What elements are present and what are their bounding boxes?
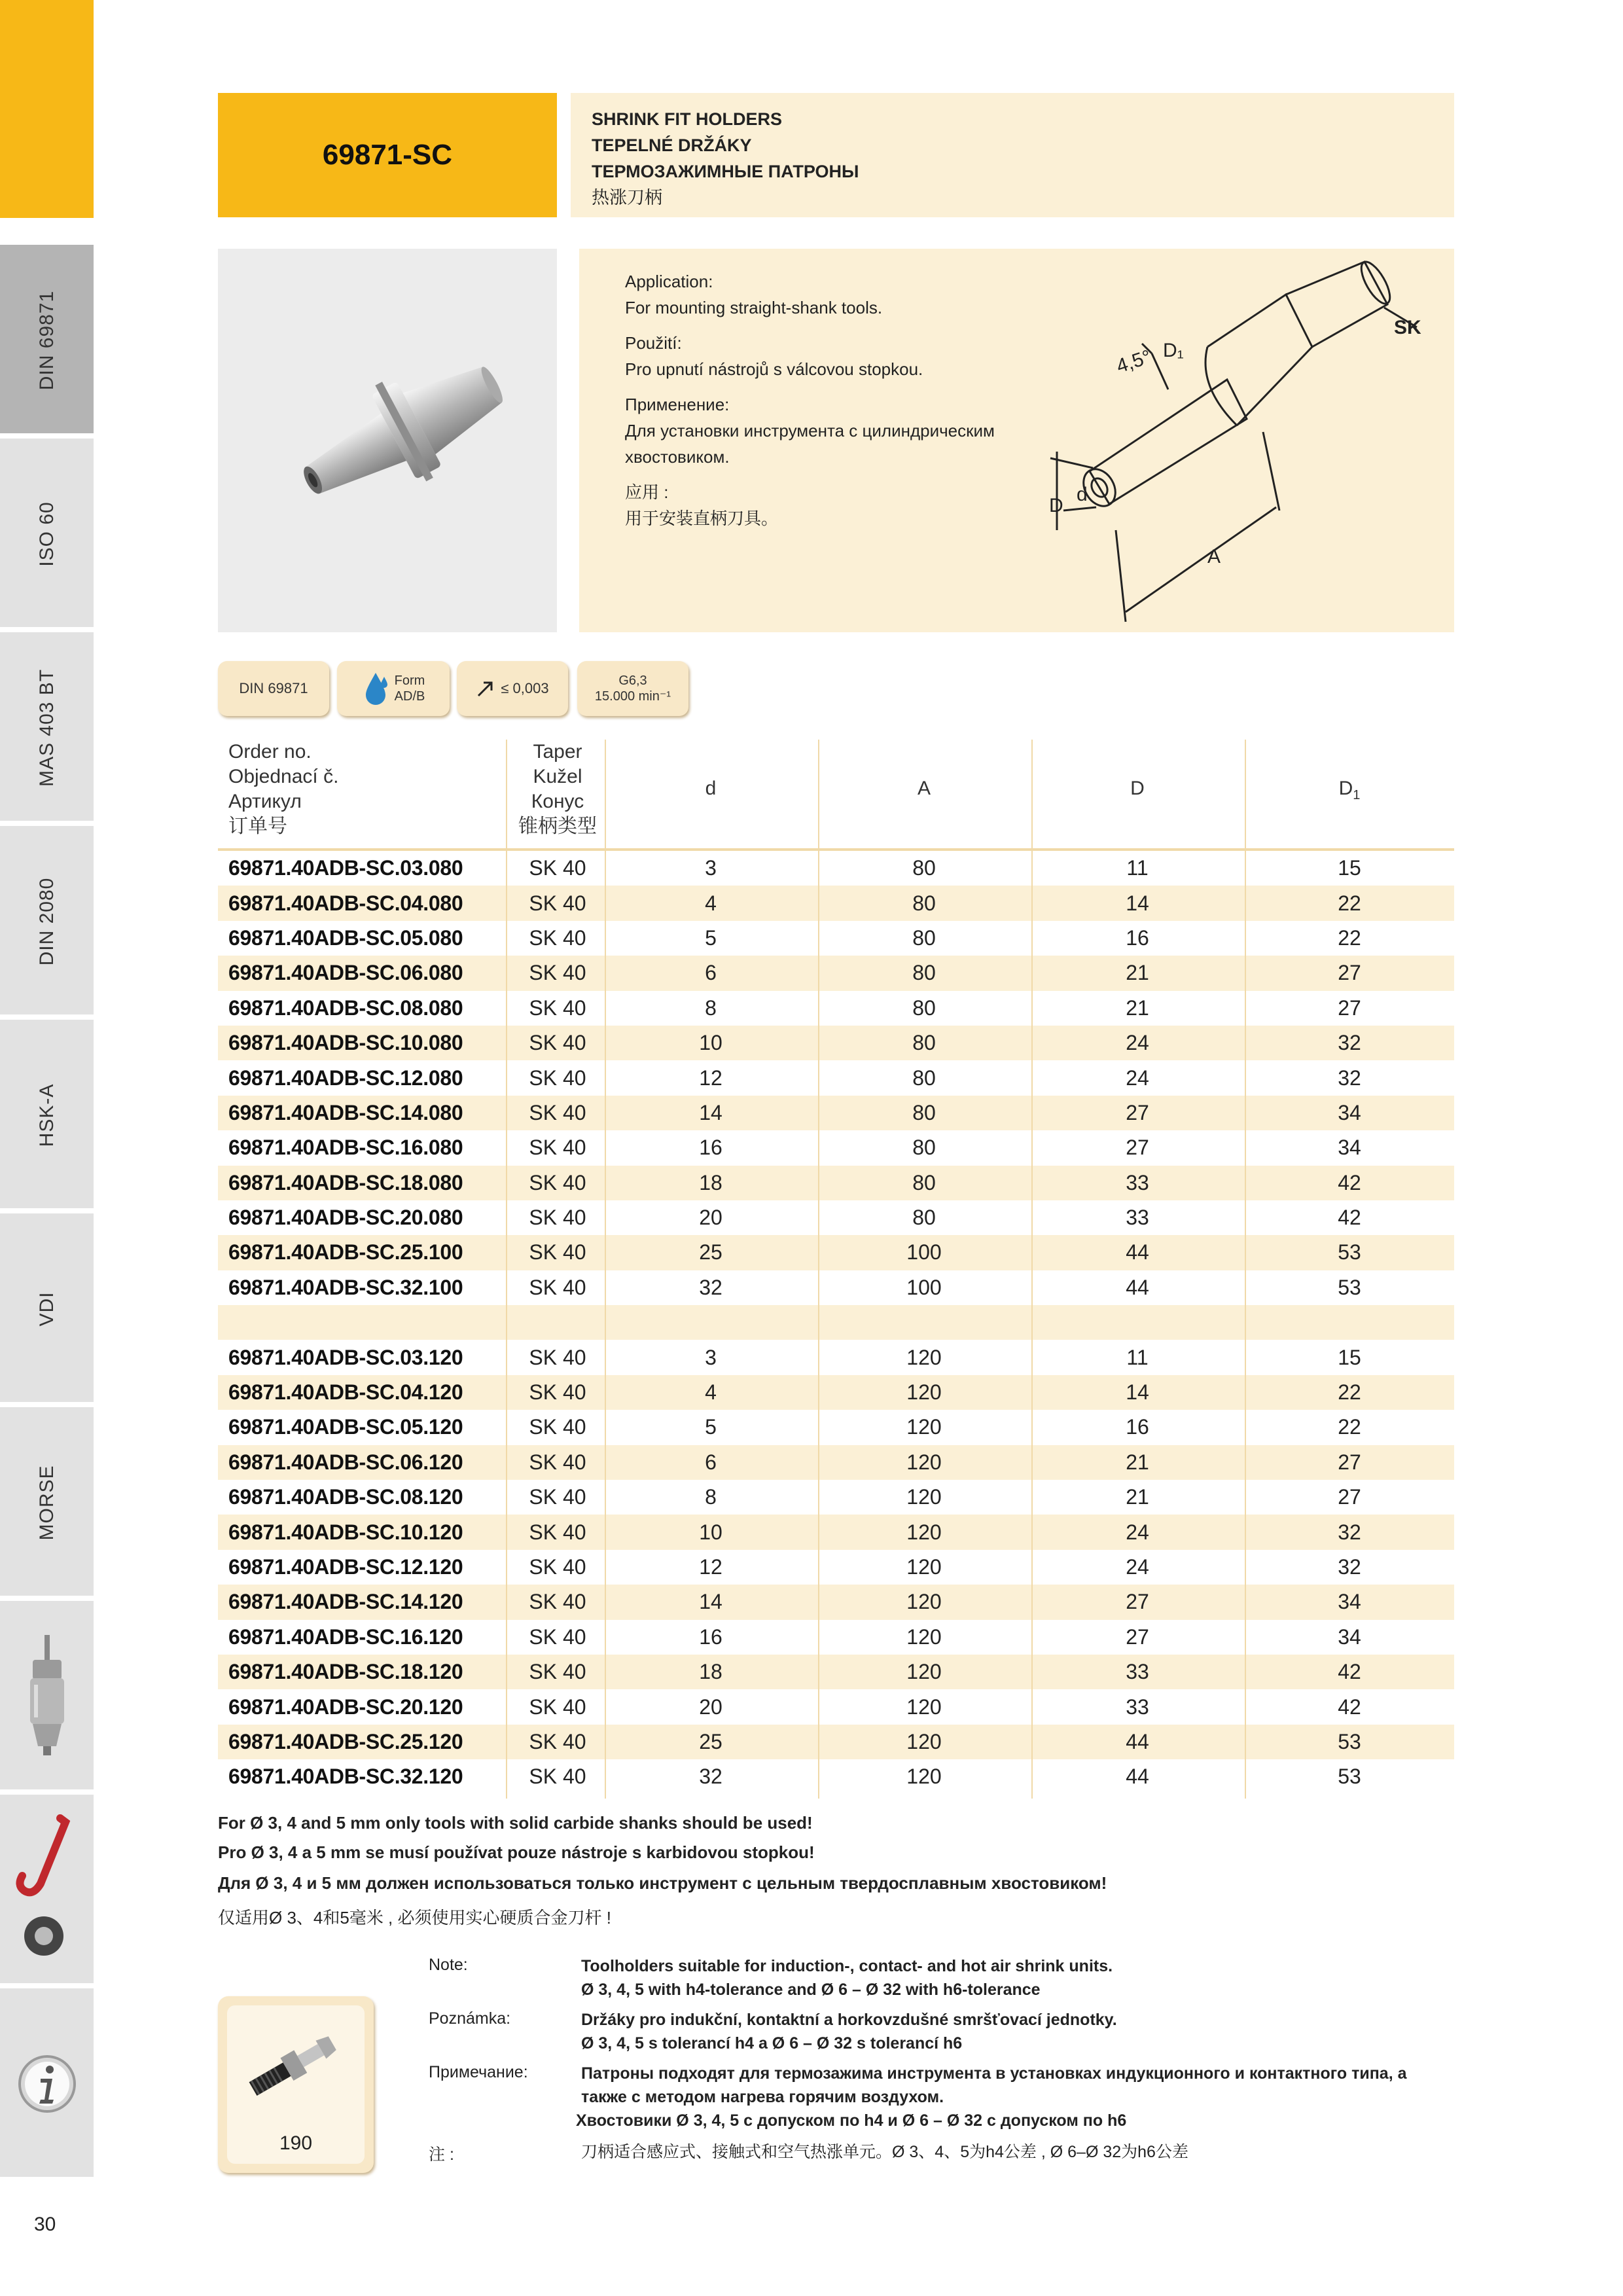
side-tab-label: DIN 69871 [36, 290, 58, 391]
taper-cell: SK 40 [529, 996, 586, 1020]
table-row [218, 1620, 1454, 1655]
product-titles [571, 93, 1454, 217]
taper-cell: SK 40 [529, 1695, 586, 1719]
taper-cell: SK 40 [529, 1240, 586, 1265]
order-no-cell: 69871.40ADB-SC.18.120 [228, 1660, 463, 1684]
order-no-cell: 69871.40ADB-SC.05.080 [228, 925, 463, 950]
D-cell: 24 [1126, 1066, 1149, 1090]
d-cell: 14 [699, 1100, 722, 1124]
note-label-en: Note: [429, 1956, 468, 1974]
taper-cell: SK 40 [529, 1520, 586, 1544]
A-cell: 120 [906, 1415, 942, 1439]
taper-cell: SK 40 [529, 1485, 586, 1509]
table-row [218, 886, 1454, 920]
D-cell: 21 [1126, 961, 1149, 985]
technical-drawing [1011, 255, 1443, 628]
D-cell: 44 [1126, 1240, 1149, 1265]
order-no-cell: 69871.40ADB-SC.20.120 [228, 1695, 463, 1719]
taper-cell: SK 40 [529, 1170, 586, 1194]
table-row [218, 1200, 1454, 1235]
order-no-cell: 69871.40ADB-SC.18.080 [228, 1170, 463, 1194]
warning-cz: Pro Ø 3, 4 a 5 mm se musí používat pouze nástroje s karbidovou stopkou! [218, 1842, 815, 1862]
warning-ru: Для Ø 3, 4 и 5 мм должен использоваться только инструмент с цельным твердосплавным хвостовиком! [218, 1873, 1107, 1893]
column-divider [1031, 740, 1033, 1799]
application-text-cz: Pro upnutí nástrojů s válcovou stopkou. [625, 359, 923, 379]
note-cn-line1: 刀柄适合感应式、接触式和空气热涨单元。Ø 3、4、5为h4公差 , Ø 6–Ø 32为h6公差 [581, 2143, 1188, 2161]
header-taper-cz: Kužel [533, 766, 582, 787]
header-D1 [1245, 776, 1454, 808]
runout-badge-text: ≤ 0,003 [501, 680, 549, 696]
header-D1-sub: 1 [1353, 788, 1361, 802]
A-cell: 80 [912, 925, 936, 950]
D1-cell: 42 [1338, 1206, 1361, 1230]
taper-cell: SK 40 [529, 1100, 586, 1124]
application-heading-cz: Použití: [625, 333, 682, 353]
A-cell: 120 [906, 1660, 942, 1684]
table-row [218, 1235, 1454, 1270]
warning-en: For Ø 3, 4 and 5 mm only tools with solid carbide shanks should be used! [218, 1813, 813, 1833]
D1-cell: 32 [1338, 1031, 1361, 1055]
note-label-cn: 注 : [429, 2145, 454, 2164]
D1-cell: 27 [1338, 961, 1361, 985]
product-code: 69871-SC [322, 139, 453, 171]
table-row [218, 956, 1454, 990]
side-navigation [0, 0, 94, 2173]
side-tab-iso-60[interactable] [0, 439, 94, 630]
side-tab-drill-chucks[interactable] [0, 1601, 94, 1792]
runout-arrow-icon [476, 679, 495, 698]
header-order-cn: 订单号 [228, 816, 287, 837]
D1-cell: 34 [1338, 1624, 1361, 1649]
drawing-label-D: D [1049, 495, 1063, 516]
taper-cell: SK 40 [529, 925, 586, 950]
taper-cell: SK 40 [529, 1345, 586, 1369]
D1-cell: 34 [1338, 1136, 1361, 1160]
side-tab-hsk-a[interactable] [0, 1020, 94, 1211]
taper-cell: SK 40 [529, 1136, 586, 1160]
application-heading-ru: Применение: [625, 395, 730, 414]
order-no-cell: 69871.40ADB-SC.12.080 [228, 1066, 463, 1090]
table-row [218, 1480, 1454, 1515]
A-cell: 100 [906, 1275, 942, 1299]
table-row [218, 851, 1454, 886]
d-cell: 8 [705, 996, 717, 1020]
application-text-en: For mounting straight-shank tools. [625, 298, 883, 317]
A-cell: 120 [906, 1520, 942, 1544]
A-cell: 80 [912, 856, 936, 880]
drawing-label-d1: D₁ [1163, 340, 1184, 361]
A-cell: 120 [906, 1555, 942, 1579]
shrink-fit-holder-image [218, 249, 557, 632]
D1-cell: 32 [1338, 1066, 1361, 1090]
d-cell: 3 [705, 856, 717, 880]
d-cell: 16 [699, 1136, 722, 1160]
D-cell: 33 [1126, 1695, 1149, 1719]
header-D: D [1130, 778, 1145, 799]
header-order-cz: Objednací č. [228, 766, 339, 787]
taper-cell: SK 40 [529, 1031, 586, 1055]
side-tab-morse[interactable] [0, 1407, 94, 1598]
order-no-cell: 69871.40ADB-SC.08.120 [228, 1485, 463, 1509]
A-cell: 80 [912, 1031, 936, 1055]
order-no-cell: 69871.40ADB-SC.08.080 [228, 996, 463, 1020]
header-order [228, 740, 338, 839]
d-cell: 3 [705, 1345, 717, 1369]
note-text-cz [581, 2008, 1432, 2055]
table-row [218, 1270, 1454, 1305]
D-cell: 27 [1126, 1100, 1149, 1124]
note-en-line1: Toolholders suitable for induction-, contact- and hot air shrink units. [581, 1957, 1113, 1975]
A-cell: 120 [906, 1590, 942, 1614]
application-heading-en: Application: [625, 272, 713, 291]
order-no-cell: 69871.40ADB-SC.14.080 [228, 1100, 463, 1124]
D-cell: 14 [1126, 1380, 1149, 1405]
d-cell: 4 [705, 891, 717, 915]
A-cell: 120 [906, 1765, 942, 1789]
D-cell: 11 [1126, 856, 1149, 880]
taper-cell: SK 40 [529, 856, 586, 880]
note-text-cn [581, 2140, 1432, 2164]
side-color-block [0, 0, 94, 218]
D1-cell: 32 [1338, 1520, 1361, 1544]
d-cell: 14 [699, 1590, 722, 1614]
D-cell: 33 [1126, 1170, 1149, 1194]
order-no-cell: 69871.40ADB-SC.12.120 [228, 1555, 463, 1579]
header-taper-cn: 锥柄类型 [518, 816, 597, 837]
A-cell: 80 [912, 1136, 936, 1160]
order-no-cell: 69871.40ADB-SC.32.120 [228, 1765, 463, 1789]
D1-cell: 53 [1338, 1240, 1361, 1265]
header-order-en: Order no. [228, 741, 312, 762]
hook-wrench-icon [14, 1812, 80, 1969]
d-cell: 18 [699, 1660, 722, 1684]
table-row [218, 1759, 1454, 1794]
D-cell: 33 [1126, 1660, 1149, 1684]
d-cell: 20 [699, 1206, 722, 1230]
note-label-ru: Примечание: [429, 2063, 528, 2081]
D1-cell: 53 [1338, 1765, 1361, 1789]
side-tab-label: MAS 403 BT [36, 668, 58, 787]
D1-cell: 53 [1338, 1275, 1361, 1299]
table-row [218, 991, 1454, 1026]
d-cell: 20 [699, 1695, 722, 1719]
D1-cell: 27 [1338, 996, 1361, 1020]
order-no-cell: 69871.40ADB-SC.05.120 [228, 1415, 463, 1439]
D-cell: 21 [1126, 1450, 1149, 1474]
A-cell: 80 [912, 961, 936, 985]
header-taper-ru: Конус [531, 791, 584, 812]
side-tab-wrenches[interactable] [0, 1795, 94, 1986]
D-cell: 21 [1126, 1485, 1149, 1509]
form-badge [337, 661, 450, 716]
note-label-cz: Poznámka: [429, 2009, 511, 2028]
table-row [218, 1410, 1454, 1444]
pull-stud-reference[interactable] [218, 1996, 374, 2173]
form-badge-line1: Form [394, 673, 425, 688]
D1-cell: 22 [1338, 891, 1361, 915]
table-row [218, 1026, 1454, 1060]
drawing-label-angle: 4,5° [1113, 346, 1154, 378]
title-cn: 热涨刀柄 [592, 188, 662, 207]
info-icon [14, 2051, 80, 2117]
D-cell: 24 [1126, 1555, 1149, 1579]
D1-cell: 15 [1338, 856, 1361, 880]
D1-cell: 22 [1338, 1415, 1361, 1439]
note-cz-line1: Držáky pro indukční, kontaktní a horkovzdušné smršťovací jednotky. [581, 2011, 1117, 2029]
order-no-cell: 69871.40ADB-SC.03.080 [228, 856, 463, 880]
balance-badge-line1: G6,3 [618, 673, 647, 688]
table-row [218, 1585, 1454, 1619]
taper-cell: SK 40 [529, 1450, 586, 1474]
column-divider [605, 740, 606, 1799]
application-text-cn: 用于安装直柄刀具。 [625, 509, 779, 528]
table-row [218, 1060, 1454, 1095]
side-tab-label: VDI [36, 1291, 58, 1327]
pull-stud-icon [240, 2016, 351, 2114]
side-tab-din-69871[interactable] [0, 245, 94, 436]
D1-cell: 15 [1338, 1345, 1361, 1369]
D-cell: 33 [1126, 1206, 1149, 1230]
balance-badge [577, 661, 688, 716]
taper-cell: SK 40 [529, 1380, 586, 1405]
order-no-cell: 69871.40ADB-SC.25.100 [228, 1240, 463, 1265]
side-tab-label: MORSE [36, 1465, 58, 1541]
d-cell: 16 [699, 1624, 722, 1649]
D1-cell: 32 [1338, 1555, 1361, 1579]
table-row [218, 1445, 1454, 1480]
D-cell: 11 [1126, 1345, 1149, 1369]
note-cz-line2: Ø 3, 4, 5 s tolerancí h4 a Ø 6 – Ø 32 s tolerancí h6 [581, 2034, 963, 2053]
table-row [218, 1340, 1454, 1374]
A-cell: 100 [906, 1240, 942, 1265]
side-tab-din-2080[interactable] [0, 826, 94, 1017]
D-cell: 44 [1126, 1729, 1149, 1753]
d-cell: 25 [699, 1240, 722, 1265]
table-row [218, 1166, 1454, 1200]
standard-badge-text: DIN 69871 [239, 680, 308, 696]
table-header [218, 740, 1454, 851]
drawing-label-A: A [1207, 546, 1221, 567]
header-taper [508, 740, 607, 839]
table-row [218, 1305, 1454, 1340]
taper-cell: SK 40 [529, 891, 586, 915]
taper-cell: SK 40 [529, 1765, 586, 1789]
order-no-cell: 69871.40ADB-SC.16.080 [228, 1136, 463, 1160]
D-cell: 24 [1126, 1520, 1149, 1544]
A-cell: 120 [906, 1695, 942, 1719]
title-en: SHRINK FIT HOLDERS [592, 109, 783, 129]
D-cell: 21 [1126, 996, 1149, 1020]
order-no-cell: 69871.40ADB-SC.16.120 [228, 1624, 463, 1649]
side-tab-label: DIN 2080 [36, 877, 58, 966]
order-no-cell: 69871.40ADB-SC.06.080 [228, 961, 463, 985]
order-no-cell: 69871.40ADB-SC.14.120 [228, 1590, 463, 1614]
A-cell: 120 [906, 1624, 942, 1649]
pull-stud-number: 190 [279, 2132, 313, 2154]
warning-cn: 仅适用Ø 3、4和5毫米 , 必须使用实心硬质合金刀杆 ! [218, 1908, 611, 1928]
table-row [218, 1725, 1454, 1759]
A-cell: 120 [906, 1345, 942, 1369]
table-body [218, 851, 1454, 1795]
table-row [218, 1689, 1454, 1724]
D1-cell: 22 [1338, 1380, 1361, 1405]
column-divider [818, 740, 819, 1799]
taper-cell: SK 40 [529, 1624, 586, 1649]
order-no-cell: 69871.40ADB-SC.32.100 [228, 1275, 463, 1299]
taper-cell: SK 40 [529, 1590, 586, 1614]
D1-cell: 42 [1338, 1170, 1361, 1194]
side-tab-label: ISO 60 [36, 501, 58, 567]
product-photo [218, 249, 557, 632]
note-en-line2: Ø 3, 4, 5 with h4-tolerance and Ø 6 – Ø 32 with h6-tolerance [581, 1981, 1041, 1999]
A-cell: 120 [906, 1450, 942, 1474]
A-cell: 80 [912, 1170, 936, 1194]
drawing-label-d: d [1077, 484, 1088, 505]
d-cell: 10 [699, 1031, 722, 1055]
application-text [625, 268, 1018, 531]
D-cell: 44 [1126, 1765, 1149, 1789]
table-row [218, 1130, 1454, 1165]
A-cell: 80 [912, 1206, 936, 1230]
taper-cell: SK 40 [529, 1660, 586, 1684]
table-row [218, 1550, 1454, 1585]
d-cell: 25 [699, 1729, 722, 1753]
D-cell: 16 [1126, 925, 1149, 950]
D1-cell: 42 [1338, 1660, 1361, 1684]
header-order-ru: Артикул [228, 791, 302, 812]
D1-cell: 53 [1338, 1729, 1361, 1753]
order-no-cell: 69871.40ADB-SC.03.120 [228, 1345, 463, 1369]
taper-cell: SK 40 [529, 961, 586, 985]
D-cell: 27 [1126, 1590, 1149, 1614]
standard-badge [218, 661, 329, 716]
page-number: 30 [34, 2214, 56, 2235]
column-divider [1245, 740, 1246, 1799]
coolant-drop-icon [362, 670, 389, 707]
product-table [218, 740, 1454, 1795]
application-text-ru: Для установки инструмента с цилиндрическим хвостовиком. [625, 421, 995, 467]
column-divider [506, 740, 507, 1799]
D1-cell: 27 [1338, 1485, 1361, 1509]
d-cell: 12 [699, 1555, 722, 1579]
side-tab-info[interactable] [0, 1988, 94, 2179]
d-cell: 6 [705, 1450, 717, 1474]
taper-cell: SK 40 [529, 1555, 586, 1579]
note-ru-line1: Патроны подходят для термозажима инструмента в установках индукционного и контактного типа, а [581, 2064, 1407, 2083]
header-D1-main: D [1338, 778, 1353, 799]
d-cell: 32 [699, 1765, 722, 1789]
d-cell: 12 [699, 1066, 722, 1090]
A-cell: 120 [906, 1380, 942, 1405]
A-cell: 120 [906, 1485, 942, 1509]
A-cell: 80 [912, 1066, 936, 1090]
D-cell: 14 [1126, 891, 1149, 915]
order-no-cell: 69871.40ADB-SC.25.120 [228, 1729, 463, 1753]
table-row [218, 1096, 1454, 1130]
taper-cell: SK 40 [529, 1415, 586, 1439]
taper-cell: SK 40 [529, 1729, 586, 1753]
D-cell: 16 [1126, 1415, 1149, 1439]
taper-cell: SK 40 [529, 1066, 586, 1090]
table-row [218, 921, 1454, 956]
taper-cell: SK 40 [529, 1206, 586, 1230]
side-tab-mas-403-bt[interactable] [0, 632, 94, 823]
drill-chuck-icon [21, 1631, 73, 1762]
order-no-cell: 69871.40ADB-SC.04.120 [228, 1380, 463, 1405]
runout-badge [457, 661, 568, 716]
header-d: d [705, 778, 717, 799]
product-code-box [218, 93, 557, 217]
D1-cell: 34 [1338, 1100, 1361, 1124]
A-cell: 80 [912, 891, 936, 915]
header-taper-en: Taper [533, 741, 582, 762]
taper-cell: SK 40 [529, 1275, 586, 1299]
d-cell: 32 [699, 1275, 722, 1299]
D-cell: 24 [1126, 1031, 1149, 1055]
table-row [218, 1655, 1454, 1689]
title-ru: ТЕРМОЗАЖИМНЫЕ ПАТРОНЫ [592, 162, 859, 181]
application-panel [579, 249, 1454, 632]
order-no-cell: 69871.40ADB-SC.10.120 [228, 1520, 463, 1544]
d-cell: 10 [699, 1520, 722, 1544]
D1-cell: 22 [1338, 925, 1361, 950]
d-cell: 18 [699, 1170, 722, 1194]
D-cell: 27 [1126, 1624, 1149, 1649]
d-cell: 4 [705, 1380, 717, 1405]
drawing-label-sk: SK [1394, 317, 1421, 338]
order-no-cell: 69871.40ADB-SC.04.080 [228, 891, 463, 915]
D-cell: 44 [1126, 1275, 1149, 1299]
table-row [218, 1375, 1454, 1410]
A-cell: 80 [912, 996, 936, 1020]
order-no-cell: 69871.40ADB-SC.06.120 [228, 1450, 463, 1474]
A-cell: 80 [912, 1100, 936, 1124]
d-cell: 8 [705, 1485, 717, 1509]
table-row [218, 1515, 1454, 1549]
side-tab-vdi[interactable] [0, 1213, 94, 1405]
note-text-en [581, 1954, 1432, 2001]
side-tab-label: HSK-A [36, 1083, 58, 1147]
d-cell: 5 [705, 1415, 717, 1439]
balance-badge-line2: 15.000 min⁻¹ [594, 689, 671, 704]
order-no-cell: 69871.40ADB-SC.10.080 [228, 1031, 463, 1055]
d-cell: 6 [705, 961, 717, 985]
form-badge-line2: AD/B [394, 689, 425, 704]
application-heading-cn: 应用 : [625, 482, 669, 502]
d-cell: 5 [705, 925, 717, 950]
D-cell: 27 [1126, 1136, 1149, 1160]
title-cz: TEPELNÉ DRŽÁKY [592, 135, 752, 155]
note-ru-line3: Хвостовики Ø 3, 4, 5 с допуском по h4 и Ø 6 – Ø 32 с допуском по h6 [576, 2111, 1127, 2130]
A-cell: 120 [906, 1729, 942, 1753]
note-ru-line2: также с методом нагрева горячим воздухом. [581, 2088, 944, 2106]
note-text-ru [576, 2062, 1432, 2132]
D1-cell: 42 [1338, 1695, 1361, 1719]
header-A: A [917, 778, 931, 799]
order-no-cell: 69871.40ADB-SC.20.080 [228, 1206, 463, 1230]
D1-cell: 34 [1338, 1590, 1361, 1614]
D1-cell: 27 [1338, 1450, 1361, 1474]
